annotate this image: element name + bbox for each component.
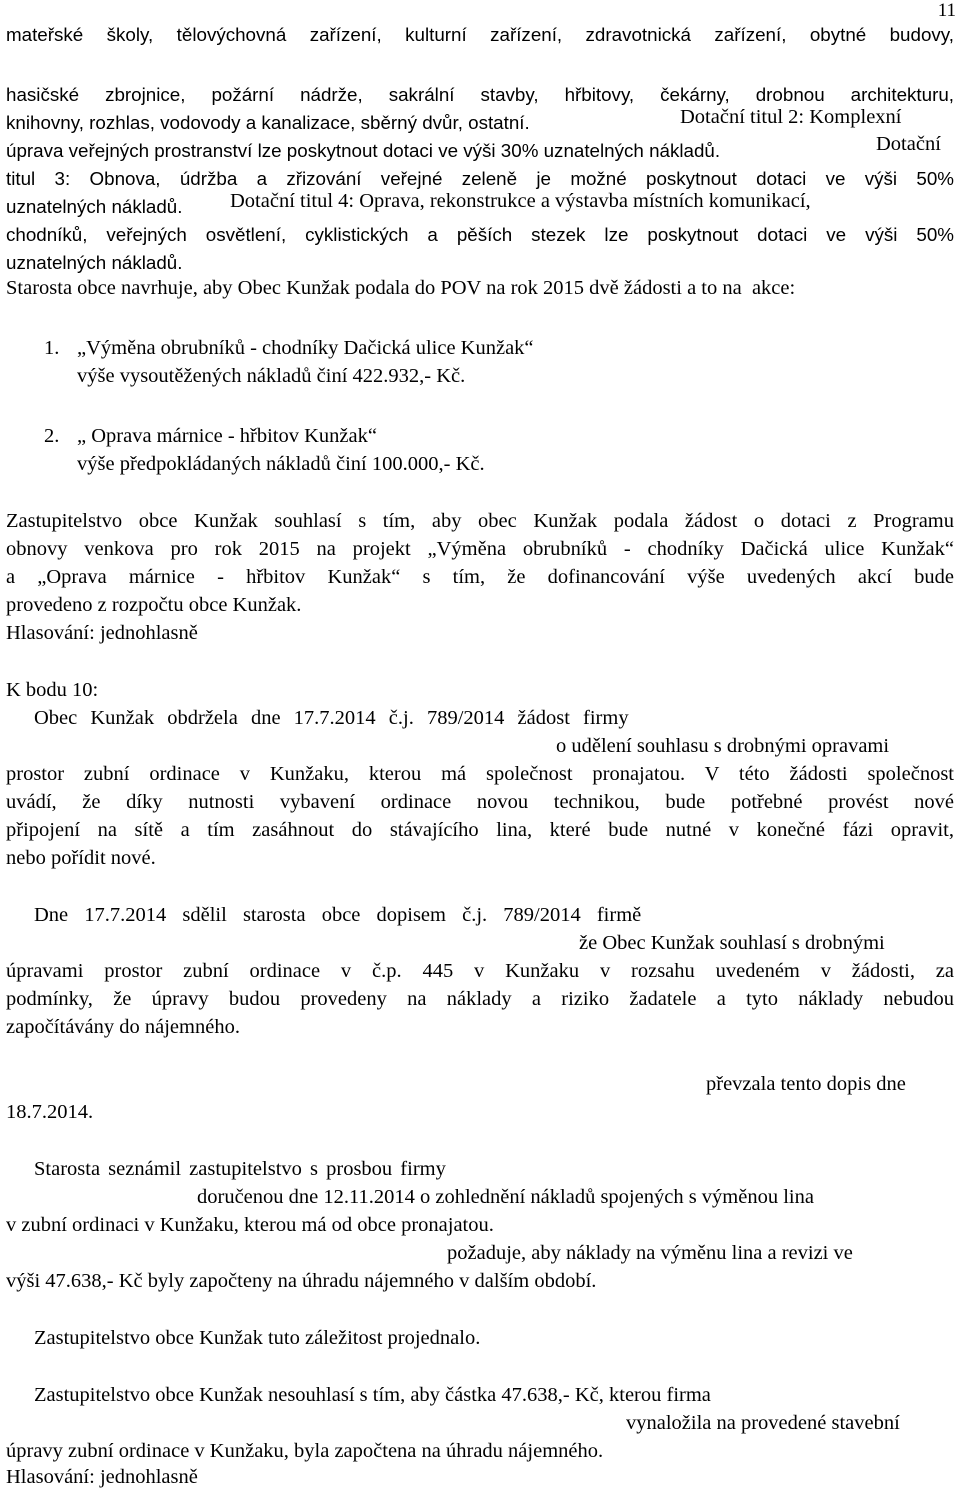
text-line: Dotační titul 2: Komplexní — [680, 106, 902, 128]
text-line: Zastupitelstvo obce Kunžak nesouhlasí s tím, aby částka 47.638,- Kč, kterou firma — [34, 1384, 711, 1406]
text-line: knihovny, rozhlas, vodovody a kanalizace, sběrný dvůr, ostatní. — [6, 112, 530, 133]
text-line: 18.7.2014. — [6, 1101, 94, 1123]
text-line: titul 3: Obnova, údržba a zřizování veřejné zeleně je možné poskytnout dotaci ve výši 50% — [6, 168, 954, 189]
text-line: nebo pořídit nové. — [6, 847, 156, 869]
text-line: připojení na sítě a tím zasáhnout do stávajícího lina, které bude nutné v konečné fázi opravit, — [6, 819, 954, 841]
text-line: že Obec Kunžak souhlasí s drobnými — [579, 932, 885, 954]
text-line: podmínky, že úpravy budou provedeny na náklady a riziko žadatele a tyto náklady nebudou — [6, 988, 954, 1010]
text-line: úpravy zubní ordinace v Kunžaku, byla započtena na úhradu nájemného. — [6, 1440, 604, 1462]
page-number: 11 — [937, 0, 956, 21]
text-line: Obec Kunžak obdržela dne 17.7.2014 č.j. 789/2014 žádost firmy — [34, 707, 629, 729]
action-cost: výše vysoutěžených nákladů činí 422.932,- Kč. — [77, 365, 466, 387]
text-line: Dotační titul 4: Oprava, rekonstrukce a výstavba místních komunikací, — [230, 190, 811, 212]
text-line: započítávány do nájemného. — [6, 1016, 240, 1038]
text-line: obnovy venkova pro rok 2015 na projekt „Výměna obrubníků - chodníky Dačická ulice Kunžak“ — [6, 538, 954, 560]
action-title: „Výměna obrubníků - chodníky Dačická ulice Kunžak“ — [77, 337, 534, 359]
text-line: požaduje, aby náklady na výměnu lina a revizi ve — [447, 1242, 853, 1264]
text-line: uznatelných nákladů. — [6, 196, 183, 217]
list-number: 1. — [44, 337, 60, 359]
section-heading: K bodu 10: — [6, 679, 99, 701]
text-line: uznatelných nákladů. — [6, 252, 183, 273]
text-line: výši 47.638,- Kč byly započteny na úhradu nájemného v dalším období. — [6, 1270, 597, 1292]
text-line: Dne 17.7.2014 sdělil starosta obce dopisem č.j. 789/2014 firmě — [34, 904, 642, 926]
text-line: hasičské zbrojnice, požární nádrže, sakrální stavby, hřbitovy, čekárny, drobnou architekturu, — [6, 84, 954, 105]
text-line: převzala tento dopis dne — [706, 1073, 906, 1095]
text-line: o udělení souhlasu s drobnými opravami — [556, 735, 890, 757]
text-line: Dotační — [876, 133, 941, 155]
text-line: v zubní ordinaci v Kunžaku, kterou má od obce pronajatou. — [6, 1214, 494, 1236]
text-line: Starosta obce navrhuje, aby Obec Kunžak podala do POV na rok 2015 dvě žádosti a to na akce: — [6, 277, 796, 299]
text-line: úpravami prostor zubní ordinace v č.p. 445 v Kunžaku v rozsahu uvedeném v žádosti, za — [6, 960, 954, 982]
list-number: 2. — [44, 425, 60, 447]
action-cost: výše předpokládaných nákladů činí 100.000,- Kč. — [77, 453, 485, 475]
text-line: provedeno z rozpočtu obce Kunžak. — [6, 594, 302, 616]
text-line: doručenou dne 12.11.2014 o zohlednění nákladů spojených s výměnou lina — [197, 1186, 814, 1208]
vote-result: Hlasování: jednohlasně — [6, 1466, 198, 1488]
vote-result: Hlasování: jednohlasně — [6, 622, 198, 644]
text-line: vynaložila na provedené stavební — [626, 1412, 900, 1434]
text-line: Zastupitelstvo obce Kunžak tuto záležitost projednalo. — [34, 1327, 481, 1349]
text-line: a „Oprava márnice - hřbitov Kunžak“ s tím, že dofinancování výše uvedených akcí bude — [6, 566, 954, 588]
text-line: mateřské školy, tělovýchovná zařízení, kulturní zařízení, zdravotnická zařízení, obytné budovy, — [6, 24, 954, 45]
text-line: uvádí, že díky nutnosti vybavení ordinace novou technikou, bude potřebné provést nové — [6, 791, 954, 813]
text-line: prostor zubní ordinace v Kunžaku, kterou má společnost pronajatou. V této žádosti společnost — [6, 763, 954, 785]
action-title: „ Oprava márnice - hřbitov Kunžak“ — [77, 425, 377, 447]
text-line: Starosta seznámil zastupitelstvo s prosbou firmy — [34, 1158, 446, 1180]
text-line: chodníků, veřejných osvětlení, cyklistických a pěších stezek lze poskytnout dotaci ve výši 50% — [6, 224, 954, 245]
text-line: Zastupitelstvo obce Kunžak souhlasí s tím, aby obec Kunžak podala žádost o dotaci z Programu — [6, 510, 954, 532]
text-line: úprava veřejných prostranství lze poskytnout dotaci ve výši 30% uznatelných nákladů. — [6, 140, 721, 161]
